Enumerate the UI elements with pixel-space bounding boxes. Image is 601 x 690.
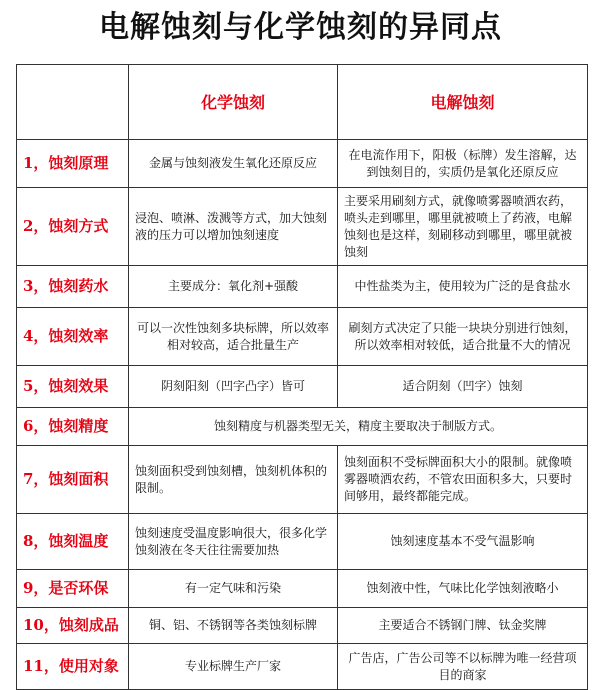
chemical-cell: 专业标牌生产厂家 <box>129 644 338 690</box>
chemical-cell: 有一定气味和污染 <box>129 570 338 608</box>
chemical-cell: 蚀刻面积受到蚀刻槽，蚀刻机体积的限制。 <box>129 446 338 514</box>
table-row <box>17 308 588 366</box>
chemical-cell: 阴刻阳刻（凹字凸字）皆可 <box>129 366 338 408</box>
page-title: 电解蚀刻与化学蚀刻的异同点 <box>99 10 502 45</box>
header-electro: 电解蚀刻 <box>338 65 588 140</box>
row-label: 6，蚀刻精度 <box>17 408 129 446</box>
electro-cell: 主要适合不锈钢门牌、钛金奖牌 <box>338 608 588 644</box>
chemical-cell: 可以一次性蚀刻多块标牌，所以效率相对较高，适合批量生产 <box>129 308 338 366</box>
electro-cell: 中性盐类为主，使用较为广泛的是食盐水 <box>338 266 588 308</box>
electro-cell: 刷刻方式决定了只能一块块分别进行蚀刻，所以效率相对较低，适合批量不大的情况 <box>338 308 588 366</box>
electro-cell: 在电流作用下，阳极（标牌）发生溶解，达到蚀刻目的，实质仍是氧化还原反应 <box>338 140 588 188</box>
header-corner <box>17 65 129 140</box>
table-row <box>17 446 588 514</box>
electro-cell: 蚀刻液中性，气味比化学蚀刻液略小 <box>338 570 588 608</box>
row-label: 10，蚀刻成品 <box>17 608 129 644</box>
chemical-cell: 主要成分：氧化剂+强酸 <box>129 266 338 308</box>
electro-cell: 蚀刻面积不受标牌面积大小的限制。就像喷雾器喷洒农药，不管农田面积多大，只要时间够用，最终都能完成。 <box>338 446 588 514</box>
comparison-table <box>16 64 588 690</box>
chemical-cell: 浸泡、喷淋、泼溅等方式，加大蚀刻液的压力可以增加蚀刻速度 <box>129 188 338 266</box>
header-chemical: 化学蚀刻 <box>129 65 338 140</box>
chemical-cell: 铜、铝、不锈钢等各类蚀刻标牌 <box>129 608 338 644</box>
electro-cell: 主要采用刷刻方式，就像喷雾器喷洒农药，喷头走到哪里，哪里就被喷上了药液，电解蚀刻也是这样，刻刷移动到哪里，哪里就被蚀刻 <box>338 188 588 266</box>
table-row <box>17 188 588 266</box>
table-row <box>17 514 588 570</box>
table-row <box>17 140 588 188</box>
electro-cell: 蚀刻速度基本不受气温影响 <box>338 514 588 570</box>
chemical-cell: 金属与蚀刻液发生氧化还原反应 <box>129 140 338 188</box>
row-label: 5，蚀刻效果 <box>17 366 129 408</box>
row-label: 7，蚀刻面积 <box>17 446 129 514</box>
row-label: 4，蚀刻效率 <box>17 308 129 366</box>
chemical-cell: 蚀刻速度受温度影响很大，很多化学蚀刻液在冬天往往需要加热 <box>129 514 338 570</box>
row-label: 3，蚀刻药水 <box>17 266 129 308</box>
table-row <box>17 408 588 446</box>
table-row <box>17 570 588 608</box>
row-label: 8，蚀刻温度 <box>17 514 129 570</box>
table-row <box>17 644 588 690</box>
merged-cell: 蚀刻精度与机器类型无关，精度主要取决于制版方式。 <box>129 408 588 446</box>
row-label: 9，是否环保 <box>17 570 129 608</box>
row-label: 11，使用对象 <box>17 644 129 690</box>
table-row <box>17 608 588 644</box>
table-row <box>17 366 588 408</box>
header-row <box>17 65 588 140</box>
row-label: 1，蚀刻原理 <box>17 140 129 188</box>
table-row <box>17 266 588 308</box>
electro-cell: 适合阴刻（凹字）蚀刻 <box>338 366 588 408</box>
row-label: 2，蚀刻方式 <box>17 188 129 266</box>
electro-cell: 广告店，广告公司等不以标牌为唯一经营项目的商家 <box>338 644 588 690</box>
